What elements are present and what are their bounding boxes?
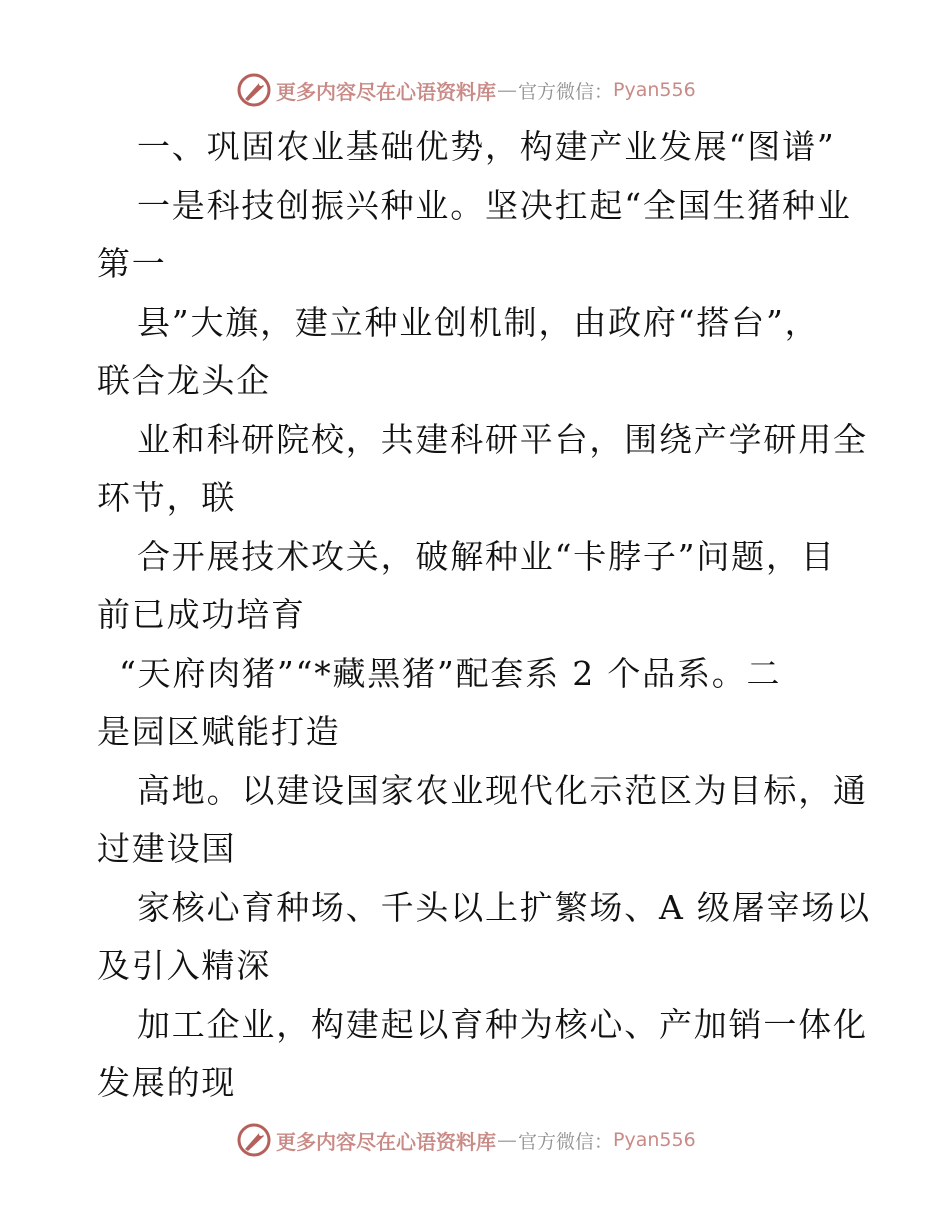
text-line: 过建设国 <box>97 829 237 868</box>
text-line: 一、巩固农业基础优势，构建产业发展“图谱” <box>137 127 836 166</box>
watermark-main-text: 更多内容尽在心语资料库 <box>276 79 496 104</box>
text-line: 高地。以建设国家农业现代化示范区为目标，通 <box>137 770 868 810</box>
watermark-official-label: 官方微信： <box>518 80 614 103</box>
text-line: 县”大旗，建立种业创机制，由政府“搭台”， <box>137 302 820 342</box>
text-line: 发展的现 <box>97 1063 237 1102</box>
watermark-main-text: 更多内容尽在心语资料库 <box>276 1129 496 1154</box>
pen-nib-logo-icon <box>236 72 272 108</box>
text-line: 合开展技术攻关，破解种业“卡脖子”问题，目 <box>137 536 836 576</box>
watermark-official-label: 官方微信： <box>518 1130 614 1153</box>
text-line: 前已成功培育 <box>97 595 306 634</box>
text-line: 业和科研院校，共建科研平台，围绕产学研用全 <box>137 419 868 459</box>
text-line: 及引入精深 <box>97 946 271 985</box>
text-line: 第一 <box>97 244 167 283</box>
text-line: 一是科技创振兴种业。坚决扛起“全国生猪种业 <box>137 185 852 225</box>
text-line: 环节，联 <box>97 478 237 517</box>
text-line: 家核心育种场、千头以上扩繁场、A 级屠宰场以 <box>137 887 871 927</box>
header-watermark <box>236 72 696 108</box>
text-line: 联合龙头企 <box>97 361 271 400</box>
watermark-handle: Pyan556 <box>613 1129 696 1151</box>
text-line: 是园区赋能打造 <box>97 712 341 751</box>
watermark-dash: — <box>497 78 517 102</box>
footer-watermark <box>236 1122 696 1158</box>
document-body <box>97 118 871 1113</box>
watermark-dash: — <box>497 1128 517 1152</box>
pen-nib-logo-icon <box>236 1122 272 1158</box>
watermark-handle: Pyan556 <box>613 79 696 101</box>
text-line: “天府肉猪”“*藏黑猪”配套系 2 个品系。二 <box>119 653 782 693</box>
text-line: 加工企业，构建起以育种为核心、产加销一体化 <box>137 1004 868 1044</box>
